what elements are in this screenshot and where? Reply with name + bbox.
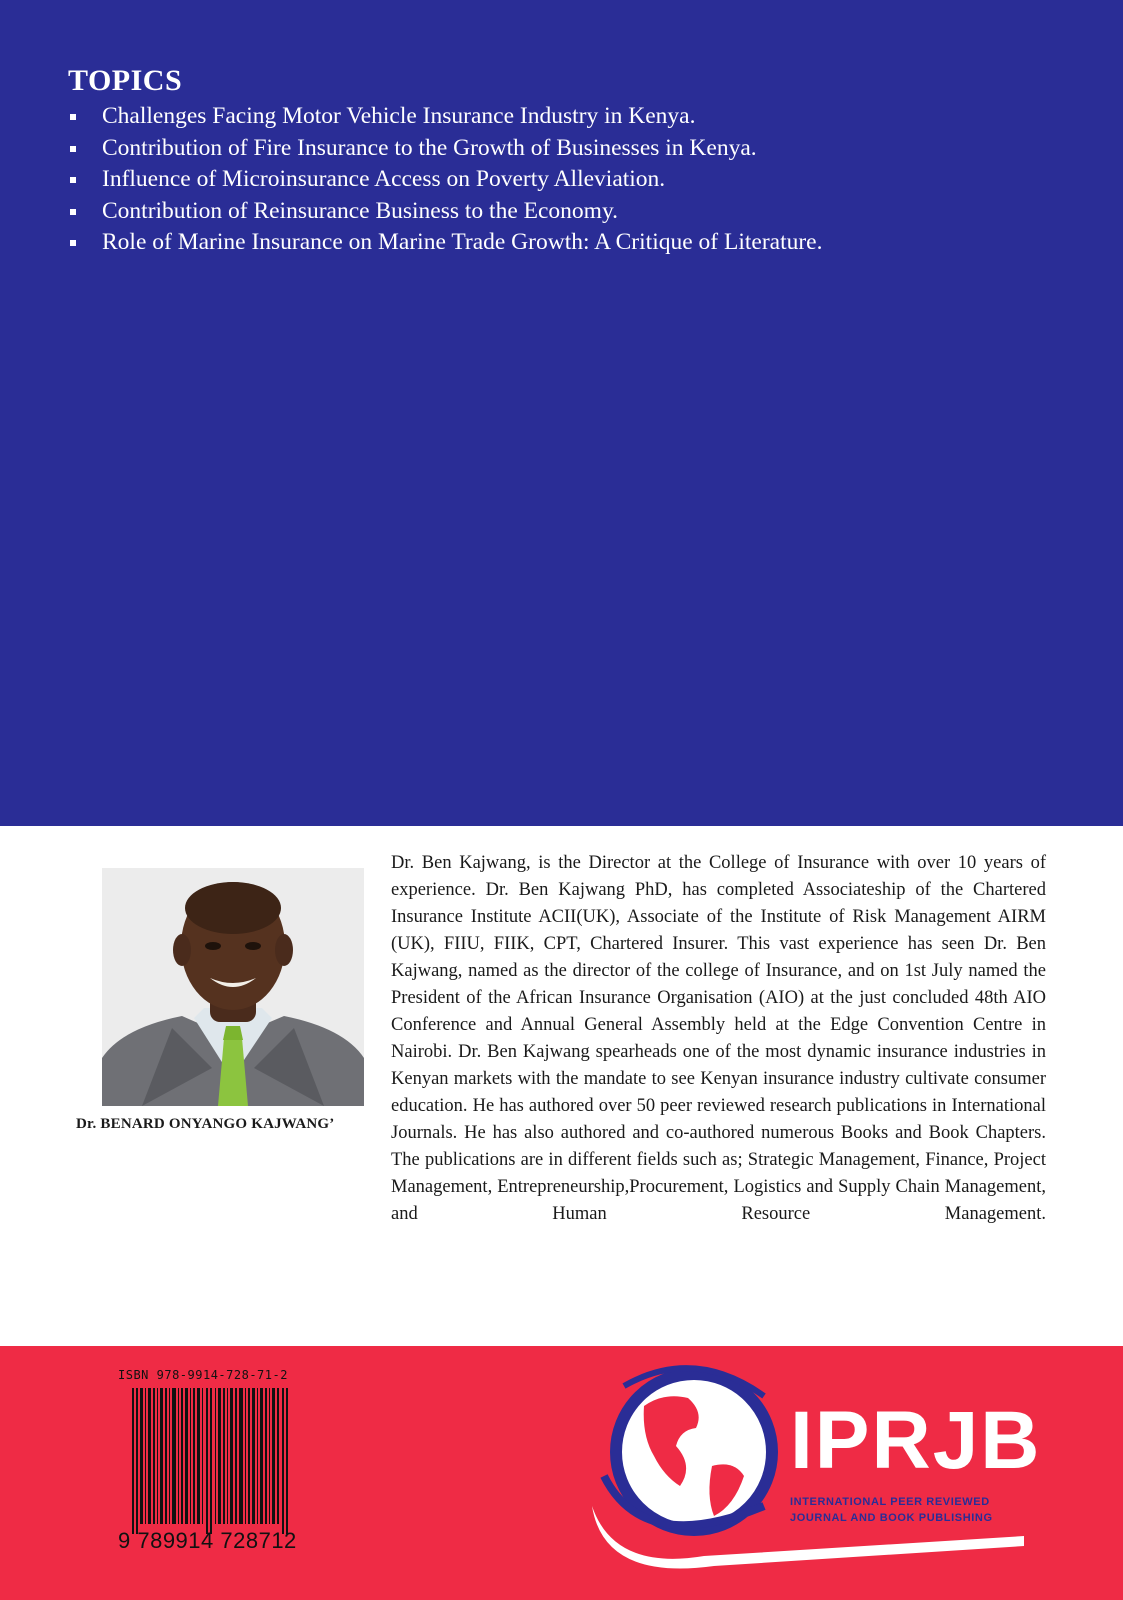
topic-item: Challenges Facing Motor Vehicle Insurance Industry in Kenya. — [68, 101, 823, 133]
barcode-icon — [132, 1388, 302, 1534]
topics-list — [68, 101, 823, 259]
author-section — [0, 826, 1123, 1346]
publisher-logo — [584, 1356, 1054, 1576]
publisher-brand: IPRJB — [790, 1395, 1042, 1486]
topic-item: Influence of Microinsurance Access on Poverty Alleviation. — [68, 164, 823, 196]
publisher-tagline-line1: INTERNATIONAL PEER REVIEWED — [790, 1496, 990, 1508]
author-caption: Dr. BENARD ONYANGO KAJWANG’ — [76, 1116, 335, 1132]
topic-item: Contribution of Fire Insurance to the Growth of Businesses in Kenya. — [68, 133, 823, 165]
publisher-band — [0, 1346, 1123, 1600]
topic-item: Contribution of Reinsurance Business to the Economy. — [68, 196, 823, 228]
isbn-digits: 9 789914 728712 — [118, 1528, 297, 1553]
topics-heading: TOPICS — [68, 64, 183, 97]
author-portrait-illustration — [102, 868, 364, 1106]
isbn-label: ISBN 978-9914-728-71-2 — [118, 1368, 288, 1382]
isbn-block — [118, 1368, 318, 1553]
author-photo — [102, 868, 364, 1106]
publisher-tagline-line2: JOURNAL AND BOOK PUBLISHING — [790, 1512, 993, 1524]
author-bio: Dr. Ben Kajwang, is the Director at the College of Insurance with over 10 years of experience. Dr. Ben Kajwang PhD, has completed Associateship of the Chartered Insurance Institute ACII(UK), Associate of the Institute of Risk Management AIRM (UK), FIIU, FIIK, CPT, Chartered Insurer. This vast experience has seen Dr. Ben Kajwang, named as the director of the college of Insurance, and on 1st July named the President of the African Insurance Organisation (AIO) at the just concluded 48th AIO Conference and Annual General Assembly held at the Edge Convention Centre in Nairobi. Dr. Ben Kajwang spearheads one of the most dynamic insurance industries in Kenyan markets with the mandate to see Kenyan insurance industry cultivate consumer education. He has authored over 50 peer reviewed research publications in International Journals. He has also authored and co-authored numerous Books and Book Chapters. The publications are in different fields such as; Strategic Management, Finance, Project Management, Entrepreneurship,Procurement, Logistics and Supply Chain Management, and Human Resource Management. — [391, 853, 1046, 1224]
topic-item: Role of Marine Insurance on Marine Trade Growth: A Critique of Literature. — [68, 227, 823, 259]
